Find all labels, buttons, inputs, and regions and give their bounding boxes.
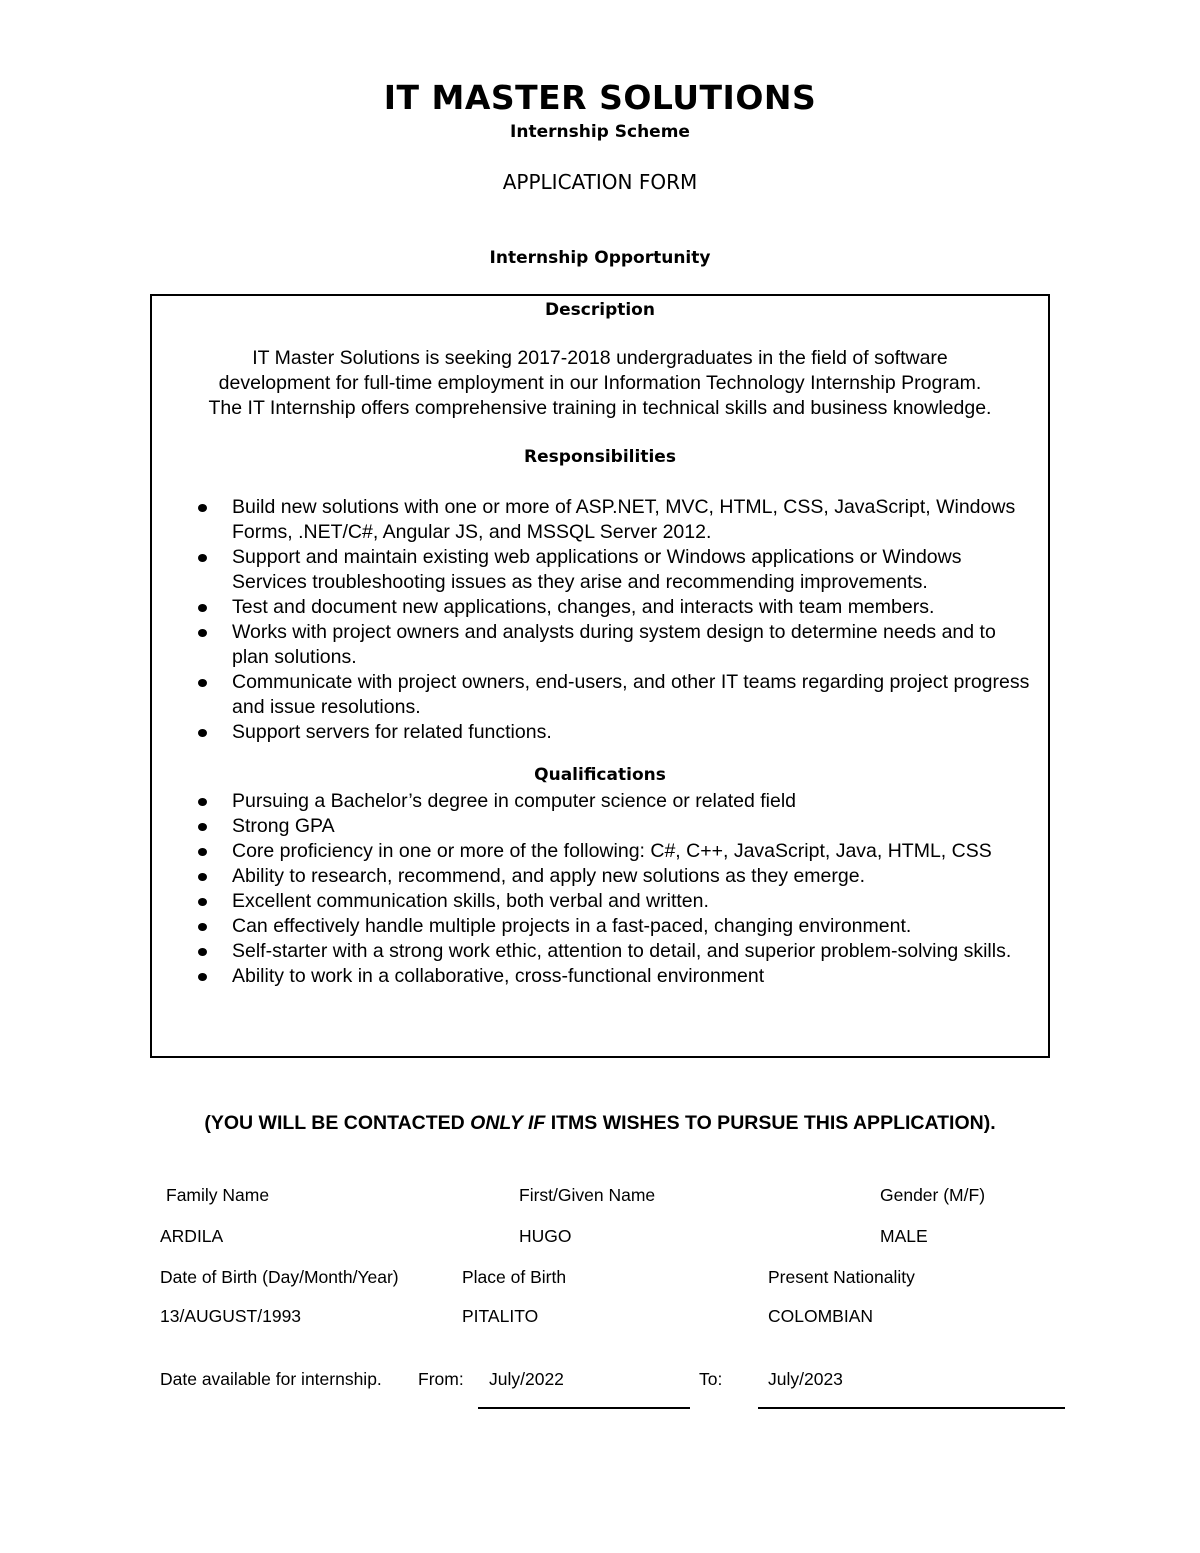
dob-label: Date of Birth (Day/Month/Year) — [160, 1267, 399, 1287]
bullet-icon — [198, 729, 207, 737]
nationality-label: Present Nationality — [768, 1267, 915, 1287]
from-label: From: — [418, 1369, 464, 1389]
list-item: Can effectively handle multiple projects in a fast-paced, changing environment. — [198, 914, 1038, 939]
bullet-icon — [198, 973, 207, 981]
responsibilities-heading: Responsibilities — [524, 447, 676, 467]
given-name-value[interactable]: HUGO — [519, 1226, 572, 1246]
bullet-icon — [198, 948, 207, 956]
company-name: IT MASTER SOLUTIONS — [383, 78, 817, 117]
description-heading: Description — [545, 300, 655, 320]
list-item: Build new solutions with one or more of ASP.NET, MVC, HTML, CSS, JavaScript, Windows Forms, .NET/C#, Angular JS, and MSSQL Server 2012. — [198, 495, 1038, 545]
qualifications-heading: Qualifications — [534, 765, 666, 785]
nationality-value[interactable]: COLOMBIAN — [768, 1306, 874, 1326]
bullet-icon — [198, 679, 207, 687]
gender-value[interactable]: MALE — [880, 1226, 928, 1246]
list-item: Ability to research, recommend, and apply new solutions as they emerge. — [198, 864, 1038, 889]
list-item: Works with project owners and analysts during system design to determine needs and to plan solutions. — [198, 620, 1038, 670]
to-date-underline — [758, 1407, 1065, 1409]
to-date-value[interactable]: July/2023 — [768, 1369, 843, 1389]
description-line: IT Master Solutions is seeking 2017-2018 undergraduates in the field of software — [252, 347, 948, 369]
bullet-icon — [198, 554, 207, 562]
contact-notice: (YOU WILL BE CONTACTED ONLY IF ITMS WISHES TO PURSUE THIS APPLICATION). — [204, 1112, 996, 1134]
bullet-icon — [198, 504, 207, 512]
to-label: To: — [699, 1369, 723, 1389]
bullet-icon — [198, 873, 207, 881]
bullet-icon — [198, 848, 207, 856]
family-name-label: Family Name — [166, 1185, 270, 1205]
bullet-icon — [198, 823, 207, 831]
given-name-label: First/Given Name — [519, 1185, 656, 1205]
list-item: Test and document new applications, changes, and interacts with team members. — [198, 595, 1038, 620]
opportunity-box — [150, 294, 1050, 1058]
bullet-icon — [198, 629, 207, 637]
list-item: Excellent communication skills, both verbal and written. — [198, 889, 1038, 914]
list-item: Core proficiency in one or more of the following: C#, C++, JavaScript, Java, HTML, CSS — [198, 839, 1038, 864]
bullet-icon — [198, 604, 207, 612]
responsibilities-list — [198, 495, 1038, 745]
description-line: The IT Internship offers comprehensive training in technical skills and business knowledge. — [208, 397, 992, 419]
pob-label: Place of Birth — [462, 1267, 567, 1287]
list-item: Support servers for related functions. — [198, 720, 1038, 745]
qualifications-list — [198, 789, 1038, 989]
description-line: development for full-time employment in our Information Technology Internship Program. — [218, 372, 982, 394]
from-date-value[interactable]: July/2022 — [489, 1369, 564, 1389]
form-title: APPLICATION FORM — [502, 170, 698, 194]
dob-value[interactable]: 13/AUGUST/1993 — [160, 1306, 302, 1326]
availability-label: Date available for internship. — [160, 1369, 382, 1389]
opportunity-title: Internship Opportunity — [489, 248, 711, 268]
bullet-icon — [198, 923, 207, 931]
list-item: Ability to work in a collaborative, cross-functional environment — [198, 964, 1038, 989]
list-item: Communicate with project owners, end-users, and other IT teams regarding project progress and issue resolutions. — [198, 670, 1038, 720]
gender-label: Gender (M/F) — [880, 1185, 986, 1205]
list-item: Support and maintain existing web applications or Windows applications or Windows Services troubleshooting issues as they arise and recommending improvements. — [198, 545, 1038, 595]
scheme-subtitle: Internship Scheme — [510, 122, 690, 142]
pob-value[interactable]: PITALITO — [462, 1306, 539, 1326]
from-date-underline — [478, 1407, 690, 1409]
list-item: Self-starter with a strong work ethic, attention to detail, and superior problem-solving skills. — [198, 939, 1038, 964]
bullet-icon — [198, 798, 207, 806]
list-item: Strong GPA — [198, 814, 1038, 839]
description-text — [152, 346, 1048, 421]
family-name-value[interactable]: ARDILA — [160, 1226, 224, 1246]
bullet-icon — [198, 898, 207, 906]
list-item: Pursuing a Bachelor’s degree in computer science or related field — [198, 789, 1038, 814]
